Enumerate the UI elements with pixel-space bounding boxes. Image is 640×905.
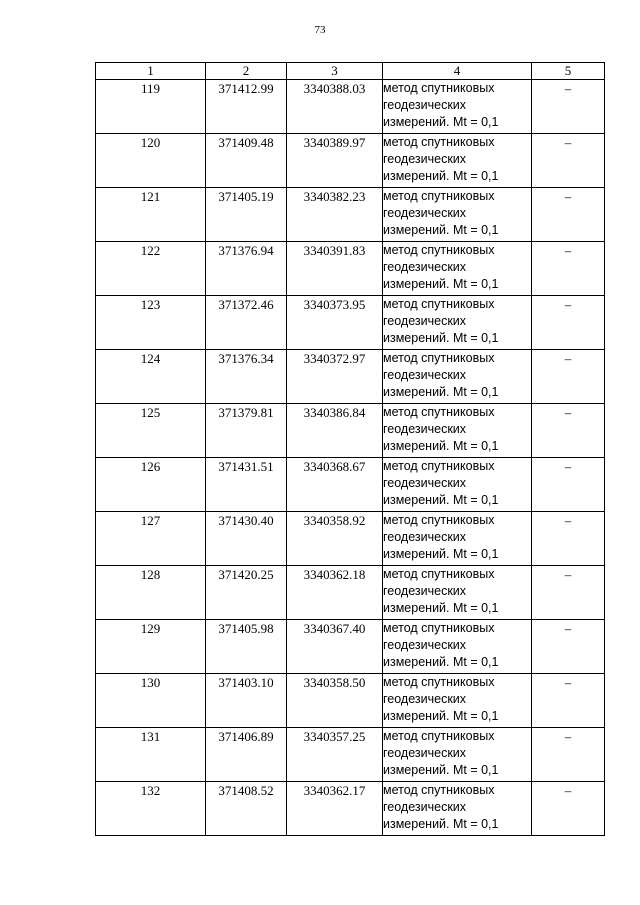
point-number-cell: 131 [96,728,206,782]
method-line-3: измерений. Mt = 0,1 [383,169,499,183]
table-row [96,512,605,566]
table-row [96,566,605,620]
x-coordinate-cell: 371376.94 [206,242,287,296]
point-number-cell: 122 [96,242,206,296]
method-line-3: измерений. Mt = 0,1 [383,115,499,129]
table-row [96,782,605,836]
method-line-3: измерений. Mt = 0,1 [383,277,499,291]
table-row [96,728,605,782]
x-coordinate-cell: 371409.48 [206,134,287,188]
method-line-1: метод спутниковых [383,567,495,581]
method-cell [383,296,532,350]
x-coordinate-cell: 371431.51 [206,458,287,512]
point-number-cell: 121 [96,188,206,242]
point-number-cell: 128 [96,566,206,620]
method-line-3: измерений. Mt = 0,1 [383,493,499,507]
method-cell [383,728,532,782]
column-5-cell: – [532,134,605,188]
column-5-cell: – [532,458,605,512]
page-number: 73 [314,24,326,36]
x-coordinate-cell: 371403.10 [206,674,287,728]
method-cell [383,512,532,566]
header-col-5: 5 [532,63,605,80]
point-number-cell: 127 [96,512,206,566]
x-coordinate-cell: 371430.40 [206,512,287,566]
y-coordinate-cell: 3340372.97 [287,350,383,404]
table-row [96,134,605,188]
method-line-2: геодезических [383,746,467,760]
table-row [96,80,605,134]
column-5-cell: – [532,512,605,566]
point-number-cell: 132 [96,782,206,836]
method-line-1: метод спутниковых [383,81,495,95]
method-line-3: измерений. Mt = 0,1 [383,655,499,669]
table-row [96,188,605,242]
table-body [96,80,605,836]
method-line-2: геодезических [383,584,467,598]
method-cell [383,134,532,188]
method-line-3: измерений. Mt = 0,1 [383,817,499,831]
y-coordinate-cell: 3340368.67 [287,458,383,512]
y-coordinate-cell: 3340386.84 [287,404,383,458]
y-coordinate-cell: 3340382.23 [287,188,383,242]
point-number-cell: 123 [96,296,206,350]
column-5-cell: – [532,350,605,404]
method-cell [383,566,532,620]
method-line-2: геодезических [383,638,467,652]
method-line-3: измерений. Mt = 0,1 [383,763,499,777]
method-line-1: метод спутниковых [383,621,495,635]
y-coordinate-cell: 3340373.95 [287,296,383,350]
table-row [96,458,605,512]
method-cell [383,80,532,134]
point-number-cell: 130 [96,674,206,728]
method-cell [383,674,532,728]
y-coordinate-cell: 3340358.92 [287,512,383,566]
column-5-cell: – [532,296,605,350]
method-cell [383,458,532,512]
coordinates-table [95,62,605,836]
column-5-cell: – [532,674,605,728]
method-line-1: метод спутниковых [383,513,495,527]
point-number-cell: 125 [96,404,206,458]
y-coordinate-cell: 3340357.25 [287,728,383,782]
header-col-2: 2 [206,63,287,80]
y-coordinate-cell: 3340358.50 [287,674,383,728]
y-coordinate-cell: 3340388.03 [287,80,383,134]
y-coordinate-cell: 3340391.83 [287,242,383,296]
method-line-2: геодезических [383,692,467,706]
method-cell [383,782,532,836]
method-line-3: измерений. Mt = 0,1 [383,547,499,561]
method-line-3: измерений. Mt = 0,1 [383,709,499,723]
method-line-2: геодезических [383,314,467,328]
method-line-1: метод спутниковых [383,351,495,365]
table-row [96,242,605,296]
x-coordinate-cell: 371405.19 [206,188,287,242]
method-line-3: измерений. Mt = 0,1 [383,223,499,237]
method-cell [383,404,532,458]
point-number-cell: 119 [96,80,206,134]
method-line-3: измерений. Mt = 0,1 [383,331,499,345]
point-number-cell: 120 [96,134,206,188]
table-row [96,620,605,674]
column-5-cell: – [532,242,605,296]
method-line-2: геодезических [383,98,467,112]
x-coordinate-cell: 371420.25 [206,566,287,620]
y-coordinate-cell: 3340389.97 [287,134,383,188]
method-line-2: геодезических [383,530,467,544]
table-header-row [96,63,605,80]
method-line-2: геодезических [383,476,467,490]
method-line-1: метод спутниковых [383,729,495,743]
point-number-cell: 126 [96,458,206,512]
method-line-2: геодезических [383,152,467,166]
x-coordinate-cell: 371376.34 [206,350,287,404]
y-coordinate-cell: 3340362.18 [287,566,383,620]
y-coordinate-cell: 3340362.17 [287,782,383,836]
column-5-cell: – [532,566,605,620]
method-cell [383,188,532,242]
method-line-1: метод спутниковых [383,459,495,473]
column-5-cell: – [532,620,605,674]
method-line-1: метод спутниковых [383,243,495,257]
method-cell [383,242,532,296]
point-number-cell: 129 [96,620,206,674]
method-line-1: метод спутниковых [383,405,495,419]
method-line-1: метод спутниковых [383,783,495,797]
method-line-2: геодезических [383,260,467,274]
x-coordinate-cell: 371408.52 [206,782,287,836]
x-coordinate-cell: 371412.99 [206,80,287,134]
column-5-cell: – [532,728,605,782]
header-col-4: 4 [383,63,532,80]
method-line-2: геодезических [383,206,467,220]
table-row [96,674,605,728]
method-line-1: метод спутниковых [383,135,495,149]
column-5-cell: – [532,80,605,134]
method-line-2: геодезических [383,800,467,814]
column-5-cell: – [532,404,605,458]
table-row [96,404,605,458]
header-col-1: 1 [96,63,206,80]
method-line-3: измерений. Mt = 0,1 [383,601,499,615]
method-line-3: измерений. Mt = 0,1 [383,439,499,453]
method-cell [383,620,532,674]
table-row [96,350,605,404]
point-number-cell: 124 [96,350,206,404]
header-col-3: 3 [287,63,383,80]
method-line-2: геодезических [383,368,467,382]
column-5-cell: – [532,188,605,242]
x-coordinate-cell: 371372.46 [206,296,287,350]
method-line-1: метод спутниковых [383,189,495,203]
y-coordinate-cell: 3340367.40 [287,620,383,674]
method-line-1: метод спутниковых [383,297,495,311]
method-cell [383,350,532,404]
x-coordinate-cell: 371406.89 [206,728,287,782]
method-line-2: геодезических [383,422,467,436]
method-line-1: метод спутниковых [383,675,495,689]
x-coordinate-cell: 371379.81 [206,404,287,458]
table-row [96,296,605,350]
column-5-cell: – [532,782,605,836]
method-line-3: измерений. Mt = 0,1 [383,385,499,399]
x-coordinate-cell: 371405.98 [206,620,287,674]
